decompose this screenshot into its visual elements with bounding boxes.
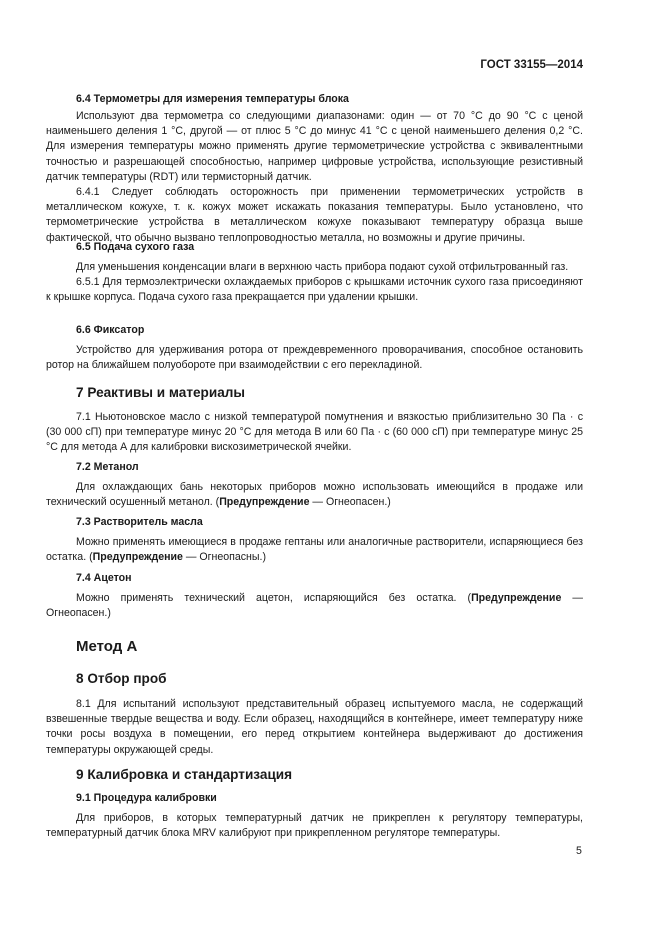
section-7-4 [46,571,583,621]
page-number: 5 [576,845,582,857]
section-6-5-para-1: Для уменьшения конденсации влаги в верхнюю часть прибора подают сухой отфильтрованный газ. [76,261,569,273]
section-9-1-para: Для приборов, в которых температурный датчик не прикреплен к регулятору температуры, температурный датчик блока MRV калибруют при прикрепленном регуляторе температуры. [46,812,583,840]
section-6-6 [46,323,583,373]
section-7-2 [46,460,583,510]
section-6-4 [46,92,583,246]
warning-label: Предупреждение [219,496,310,509]
section-7-3-title: 7.3 Растворитель масла [76,516,203,528]
section-6-5-title: 6.5 Подача сухого газа [76,241,195,253]
section-8 [46,670,583,758]
method-a [46,638,583,656]
section-7-title: 7 Реактивы и материалы [76,385,245,400]
warning-label: Предупреждение [92,551,183,564]
section-9 [46,766,583,841]
section-6-4-para-1: Используют два термометра со следующими диапазонами: один — от 70 °С до 90 °С с ценой наименьшего деления 1 °С, другой — от плюс 5 °С до минус 41 °С с ценой наименьшего деления 0,2 °С. Для измерения температуры можно применять другие термометрические устройства с эквивалентными точностью и разрешающей способностью, например цифровые устройства, использующие резистивный датчик температуры (RDT) или термисторный датчик. [46,110,583,183]
section-7-2-title: 7.2 Метанол [76,461,139,473]
document-code: ГОСТ 33155—2014 [480,59,583,71]
section-7-4-para: Можно применять технический ацетон, испаряющийся без остатка. (Предупреждение — Огнеопасен.) [46,592,583,620]
section-6-6-title: 6.6 Фиксатор [76,324,145,336]
section-7-1-para: 7.1 Ньютоновское масло с низкой температурой помутнения и вязкостью приблизительно 30 Па · с (30 000 сП) при температуре минус 20 °С для метода В или 60 Па · с (60 000 сП) при температуре минус 25 °С для метода А для калибровки вискозиметрической ячейки. [46,411,583,454]
method-a-title: Метод А [76,638,138,655]
section-9-title: 9 Калибровка и стандартизация [76,767,293,782]
section-6-5-1-para: 6.5.1 Для термоэлектрически охлаждаемых приборов с крышками источник сухого газа присоединяют к крышке корпуса. Подача сухого газа прекращается при удалении крышки. [46,276,583,304]
section-7-3 [46,515,583,565]
section-8-title: 8 Отбор проб [76,671,167,686]
section-8-1-para: 8.1 Для испытаний используют представительный образец испытуемого масла, не содержащий взвешенные твердые вещества и воду. Если образец, находящийся в контейнере, имеет температуру ниже точки росы воздуха в помещении, его перед открытием контейнера выдерживают до достижения температуры окружающей среды. [46,698,583,756]
section-7-4-title: 7.4 Ацетон [76,572,132,584]
section-6-4-title: 6.4 Термометры для измерения температуры блока [76,93,349,105]
warning-label: Предупреждение [471,592,562,604]
section-7-3-para: Можно применять имеющиеся в продаже гептаны или аналогичные растворители, испаряющиеся без остатка. (Предупреждение — Огнеопасны.) [46,536,583,564]
section-6-4-1-para: 6.4.1 Следует соблюдать осторожность при применении термометрических устройств в металлическом кожухе, т. к. кожух может искажать показания температуры. Было установлено, что термометрические устройства в металлическом кожухе показывают температуру образца выше фактической, что обычно вызвано теплопроводностью металла, но возможны и другие причины. [46,186,583,244]
section-6-5 [46,240,583,306]
section-7-2-para: Для охлаждающих бань некоторых приборов можно использовать имеющийся в продаже или технический осушенный метанол. (Предупреждение — Огнеопасен.) [46,481,583,509]
section-7 [46,384,583,456]
section-9-1-title: 9.1 Процедура калибровки [76,792,217,804]
section-6-6-para-1: Устройство для удерживания ротора от преждевременного проворачивания, способное остановить ротор на ближайшем полуобороте при взаимодействии с его перекладиной. [46,344,583,372]
